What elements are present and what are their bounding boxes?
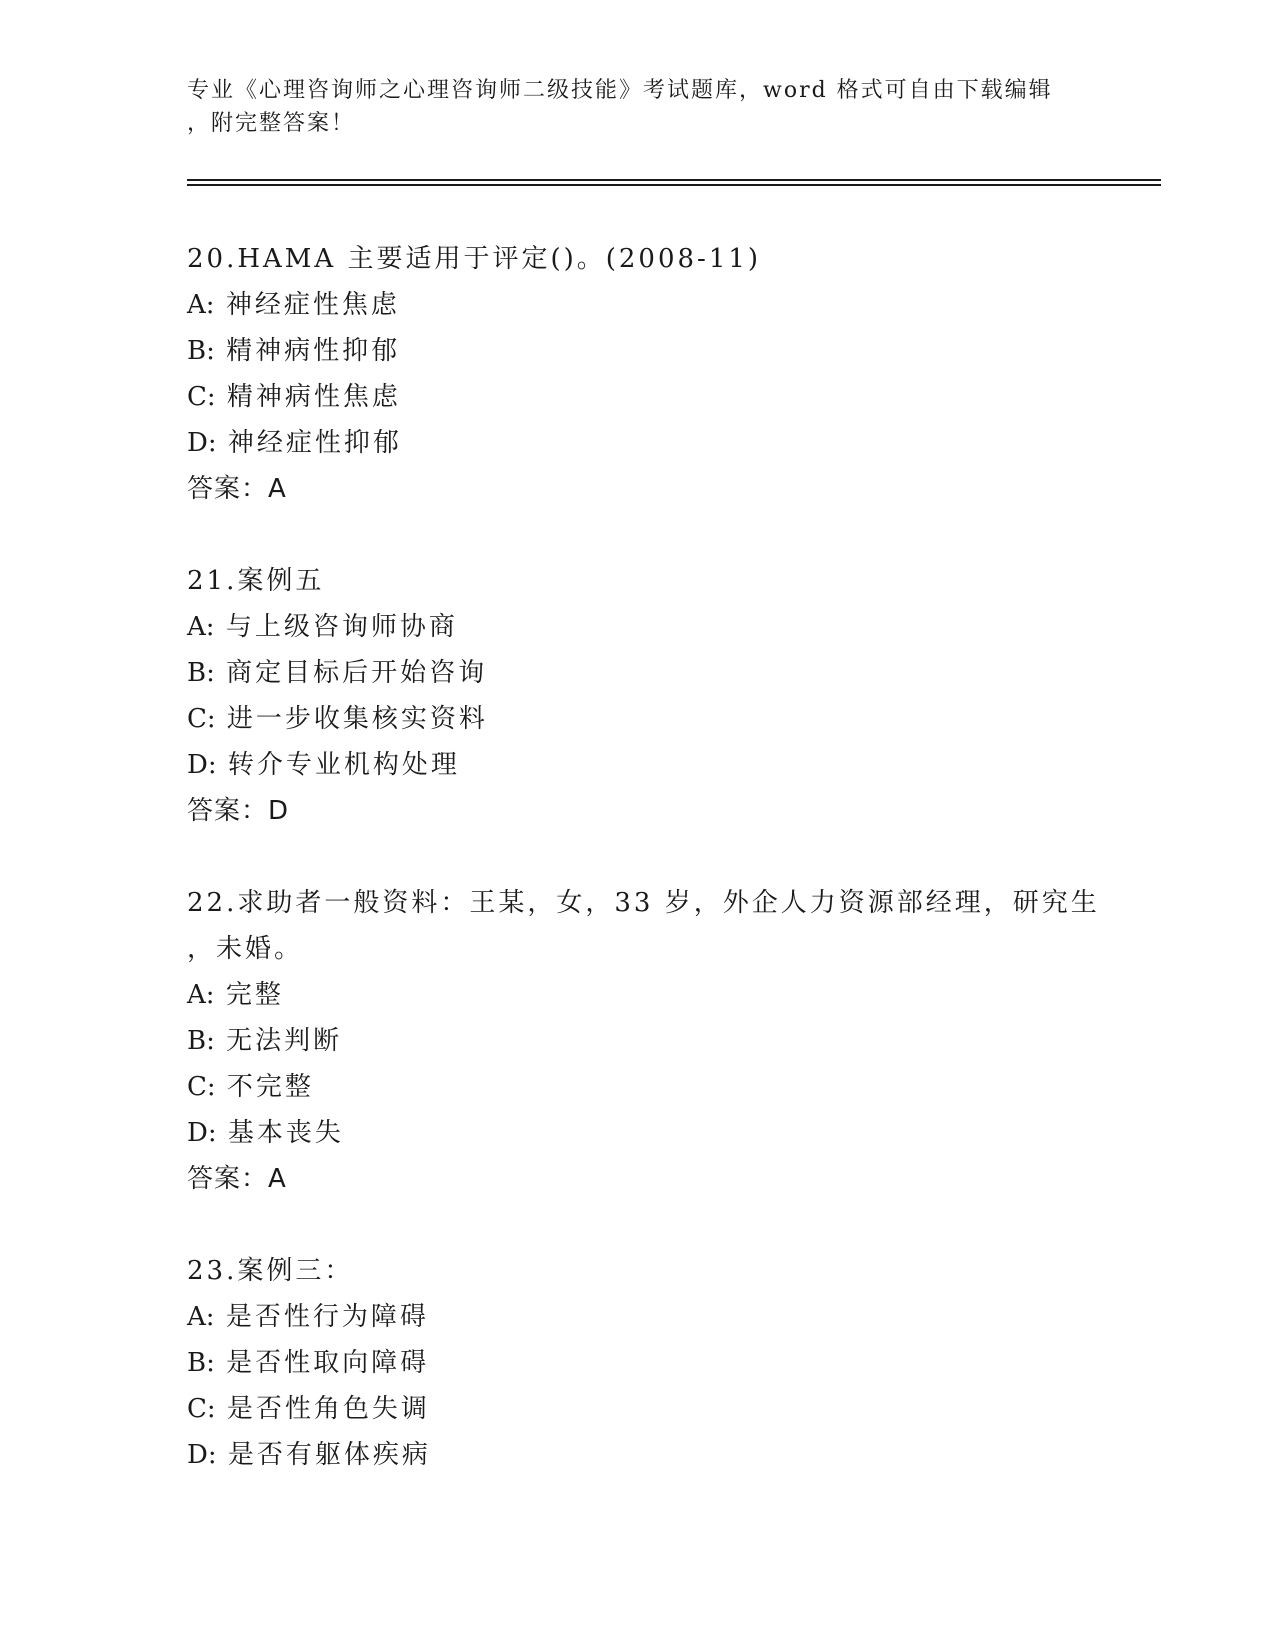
option-key: B: bbox=[187, 336, 215, 366]
header-divider-bottom bbox=[187, 184, 1161, 186]
question-block bbox=[187, 236, 1107, 512]
question-list bbox=[187, 236, 1107, 1524]
option-b bbox=[187, 650, 1107, 696]
option-text: 是否性取向障碍 bbox=[226, 1348, 430, 1378]
option-key: C: bbox=[187, 704, 216, 734]
option-a bbox=[187, 282, 1107, 328]
option-a bbox=[187, 1294, 1107, 1340]
option-text: 商定目标后开始咨询 bbox=[226, 658, 488, 688]
option-c bbox=[187, 374, 1107, 420]
option-key: B: bbox=[187, 658, 215, 688]
option-text: 神经症性焦虑 bbox=[225, 290, 400, 320]
question-stem: 20.HAMA 主要适用于评定()。(2008-11) bbox=[187, 244, 762, 274]
option-text: 精神病性焦虑 bbox=[226, 382, 401, 412]
option-text: 是否性行为障碍 bbox=[225, 1302, 429, 1332]
option-a bbox=[187, 972, 1107, 1018]
option-d bbox=[187, 742, 1107, 788]
question-block bbox=[187, 558, 1107, 834]
option-text: 与上级咨询师协商 bbox=[225, 612, 458, 642]
option-key: A: bbox=[187, 980, 215, 1010]
option-b bbox=[187, 1340, 1107, 1386]
option-key: D: bbox=[187, 1440, 217, 1470]
option-c bbox=[187, 1386, 1107, 1432]
option-b bbox=[187, 1018, 1107, 1064]
option-key: B: bbox=[187, 1348, 215, 1378]
option-text: 转介专业机构处理 bbox=[227, 750, 460, 780]
option-key: B: bbox=[187, 1026, 215, 1056]
answer-line: 答案：A bbox=[187, 474, 287, 504]
answer-line: 答案：A bbox=[187, 1164, 287, 1194]
option-text: 精神病性抑郁 bbox=[226, 336, 401, 366]
option-key: D: bbox=[187, 1118, 217, 1148]
option-key: C: bbox=[187, 382, 216, 412]
header-divider-top bbox=[187, 179, 1161, 181]
option-text: 完整 bbox=[225, 980, 284, 1010]
option-text: 是否性角色失调 bbox=[226, 1394, 430, 1424]
option-key: C: bbox=[187, 1072, 216, 1102]
option-b bbox=[187, 328, 1107, 374]
option-key: A: bbox=[187, 1302, 215, 1332]
option-a bbox=[187, 604, 1107, 650]
option-key: A: bbox=[187, 290, 215, 320]
option-key: D: bbox=[187, 750, 217, 780]
option-c bbox=[187, 696, 1107, 742]
option-d bbox=[187, 1432, 1107, 1478]
option-key: D: bbox=[187, 428, 217, 458]
answer-line: 答案：D bbox=[187, 796, 290, 826]
question-block bbox=[187, 1248, 1107, 1478]
question-stem: 23.案例三： bbox=[187, 1256, 354, 1286]
option-text: 神经症性抑郁 bbox=[227, 428, 402, 458]
option-c bbox=[187, 1064, 1107, 1110]
option-text: 无法判断 bbox=[226, 1026, 343, 1056]
question-stem: ，未婚。 bbox=[187, 934, 304, 964]
header-line-1: 专业《心理咨询师之心理咨询师二级技能》考试题库，word 格式可自由下载编辑 bbox=[187, 78, 1053, 103]
option-key: A: bbox=[187, 612, 215, 642]
option-text: 不完整 bbox=[226, 1072, 314, 1102]
question-stem: 22.求助者一般资料：王某，女，33 岁，外企人力资源部经理，研究生 bbox=[187, 888, 1100, 918]
document-header bbox=[187, 74, 1087, 140]
header-line-2: ，附完整答案！ bbox=[187, 111, 356, 136]
option-d bbox=[187, 420, 1107, 466]
question-stem: 21.案例五 bbox=[187, 566, 325, 596]
option-d bbox=[187, 1110, 1107, 1156]
option-key: C: bbox=[187, 1394, 216, 1424]
option-text: 进一步收集核实资料 bbox=[226, 704, 488, 734]
question-block bbox=[187, 880, 1107, 1202]
option-text: 基本丧失 bbox=[227, 1118, 344, 1148]
option-text: 是否有躯体疾病 bbox=[227, 1440, 431, 1470]
